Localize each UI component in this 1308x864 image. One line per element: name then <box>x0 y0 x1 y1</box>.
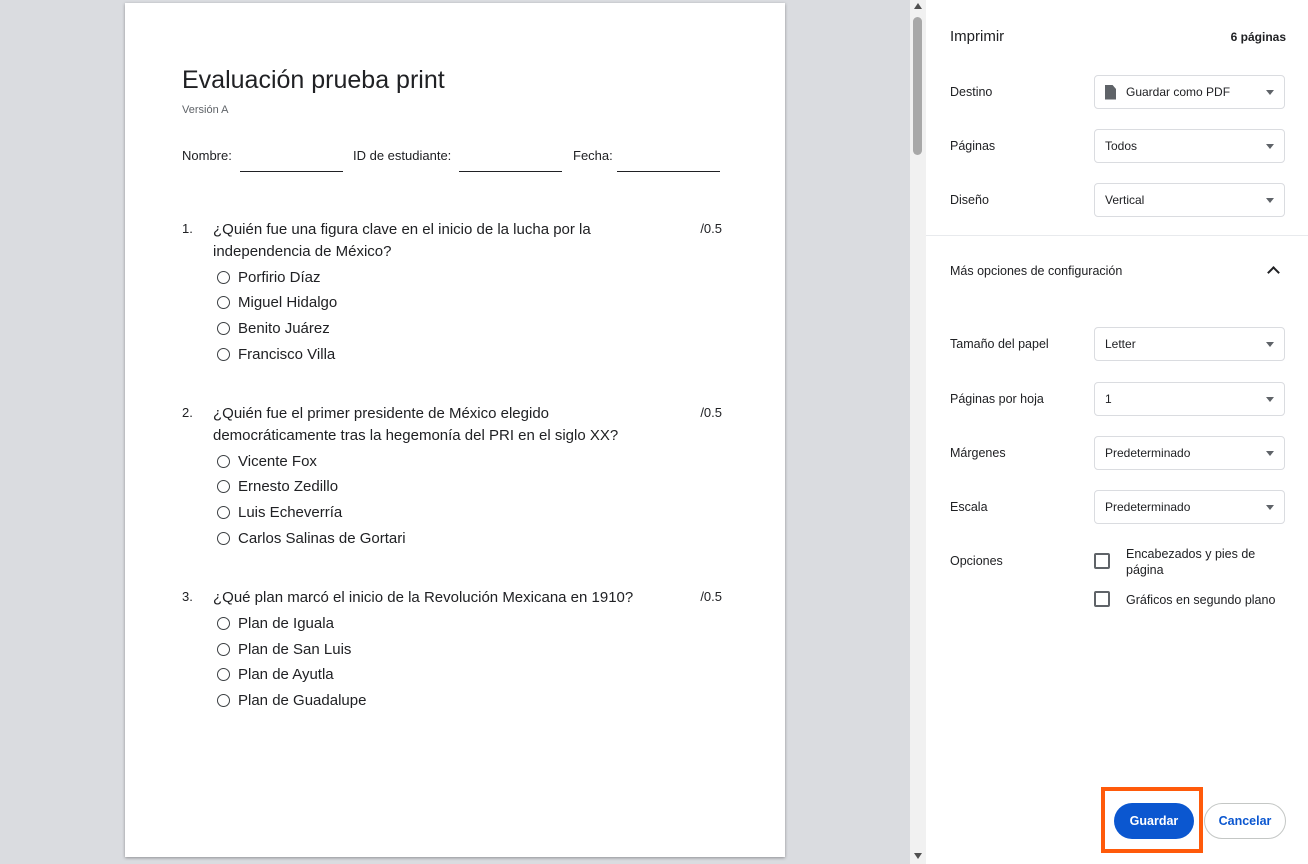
layout-select[interactable] <box>1094 183 1285 217</box>
scale-value: Predeterminado <box>1105 500 1191 514</box>
question-text: ¿Quién fue una figura clave en el inicio de la lucha por la independencia de México? <box>213 221 591 260</box>
scroll-down-arrow-icon[interactable] <box>914 853 922 859</box>
destination-label: Destino <box>950 85 993 99</box>
date-field-line <box>617 171 720 172</box>
radio-circle-icon <box>217 322 230 335</box>
answer-option <box>217 450 317 472</box>
question-text: ¿Qué plan marcó el inicio de la Revolución Mexicana en 1910? <box>213 589 634 606</box>
headers-footers-checkbox[interactable] <box>1094 553 1110 569</box>
preview-scrollbar[interactable] <box>910 0 926 864</box>
answer-option <box>217 266 321 288</box>
document-version: Versión A <box>182 104 229 116</box>
option-label: Plan de Iguala <box>238 614 334 632</box>
paper-size-value: Letter <box>1105 337 1136 351</box>
dropdown-caret-icon <box>1266 342 1274 347</box>
paper-size-select[interactable] <box>1094 327 1285 361</box>
dropdown-caret-icon <box>1266 90 1274 95</box>
layout-value: Vertical <box>1105 193 1145 207</box>
scale-select[interactable] <box>1094 490 1285 524</box>
layout-label: Diseño <box>950 193 989 207</box>
answer-option <box>217 343 335 365</box>
document-title: Evaluación prueba print <box>182 66 445 94</box>
pages-label: Páginas <box>950 139 996 153</box>
radio-circle-icon <box>217 617 230 630</box>
headers-footers-label[interactable]: Encabezados y pies de página <box>1126 547 1256 577</box>
radio-circle-icon <box>217 694 230 707</box>
name-field-label: Nombre: <box>182 148 232 163</box>
radio-circle-icon <box>217 643 230 656</box>
chevron-up-icon[interactable] <box>1267 266 1280 279</box>
radio-circle-icon <box>217 348 230 361</box>
section-divider <box>926 235 1308 236</box>
dropdown-caret-icon <box>1266 144 1274 149</box>
dropdown-caret-icon <box>1266 451 1274 456</box>
scroll-up-arrow-icon[interactable] <box>914 3 922 9</box>
question-points: /0.5 <box>700 589 722 604</box>
more-settings-toggle[interactable]: Más opciones de configuración <box>950 264 1123 278</box>
answer-option <box>217 527 406 549</box>
destination-value: Guardar como PDF <box>1126 85 1231 99</box>
option-label: Plan de Ayutla <box>238 665 334 683</box>
options-label: Opciones <box>950 554 1003 568</box>
option-label: Miguel Hidalgo <box>238 293 338 311</box>
destination-select[interactable] <box>1094 75 1285 109</box>
scrollbar-thumb[interactable] <box>913 17 922 155</box>
pages-select[interactable] <box>1094 129 1285 163</box>
dropdown-caret-icon <box>1266 198 1274 203</box>
scale-label: Escala <box>950 500 988 514</box>
dropdown-caret-icon <box>1266 505 1274 510</box>
pages-value: Todos <box>1105 139 1138 153</box>
radio-circle-icon <box>217 668 230 681</box>
answer-option <box>217 689 366 711</box>
paper-size-label: Tamaño del papel <box>950 337 1049 351</box>
dropdown-caret-icon <box>1266 397 1274 402</box>
question-number: 1. <box>182 221 193 236</box>
question-number: 3. <box>182 589 193 604</box>
date-field-label: Fecha: <box>573 148 613 163</box>
question-points: /0.5 <box>700 405 722 420</box>
save-button[interactable]: Guardar <box>1114 803 1194 839</box>
option-label: Carlos Salinas de Gortari <box>238 529 406 547</box>
margins-select[interactable] <box>1094 436 1285 470</box>
pages-per-sheet-select[interactable] <box>1094 382 1285 416</box>
radio-circle-icon <box>217 271 230 284</box>
student-id-field-label: ID de estudiante: <box>353 148 452 163</box>
option-label: Vicente Fox <box>238 452 317 470</box>
margins-value: Predeterminado <box>1105 446 1191 460</box>
background-graphics-checkbox[interactable] <box>1094 591 1110 607</box>
margins-label: Márgenes <box>950 446 1006 460</box>
answer-option <box>217 317 330 339</box>
question-number: 2. <box>182 405 193 420</box>
option-label: Benito Juárez <box>238 319 330 337</box>
answer-option <box>217 501 342 523</box>
pages-per-sheet-label: Páginas por hoja <box>950 392 1044 406</box>
question-text: ¿Quién fue el primer presidente de México elegido democráticamente tras la hegemonía del PRI en el siglo XX? <box>213 405 619 444</box>
background-graphics-label[interactable]: Gráficos en segundo plano <box>1126 593 1276 607</box>
radio-circle-icon <box>217 296 230 309</box>
print-dialog-title: Imprimir <box>950 28 1005 45</box>
answer-option <box>217 291 337 313</box>
radio-circle-icon <box>217 506 230 519</box>
answer-option <box>217 663 334 685</box>
student-id-field-line <box>459 171 562 172</box>
radio-circle-icon <box>217 532 230 545</box>
preview-page <box>125 3 785 857</box>
option-label: Luis Echeverría <box>238 503 343 521</box>
file-icon <box>1105 85 1116 100</box>
option-label: Plan de San Luis <box>238 640 352 658</box>
name-field-line <box>240 171 343 172</box>
option-label: Ernesto Zedillo <box>238 477 339 495</box>
radio-circle-icon <box>217 455 230 468</box>
radio-circle-icon <box>217 480 230 493</box>
print-settings-panel <box>926 0 1308 864</box>
cancel-button[interactable]: Cancelar <box>1204 803 1286 839</box>
pages-per-sheet-value: 1 <box>1105 392 1112 406</box>
option-label: Francisco Villa <box>238 345 336 363</box>
page-count: 6 páginas <box>1230 30 1286 44</box>
answer-option <box>217 638 351 660</box>
option-label: Plan de Guadalupe <box>238 691 367 709</box>
option-label: Porfirio Díaz <box>238 268 321 286</box>
answer-option <box>217 475 338 497</box>
answer-option <box>217 612 334 634</box>
question-points: /0.5 <box>700 221 722 236</box>
